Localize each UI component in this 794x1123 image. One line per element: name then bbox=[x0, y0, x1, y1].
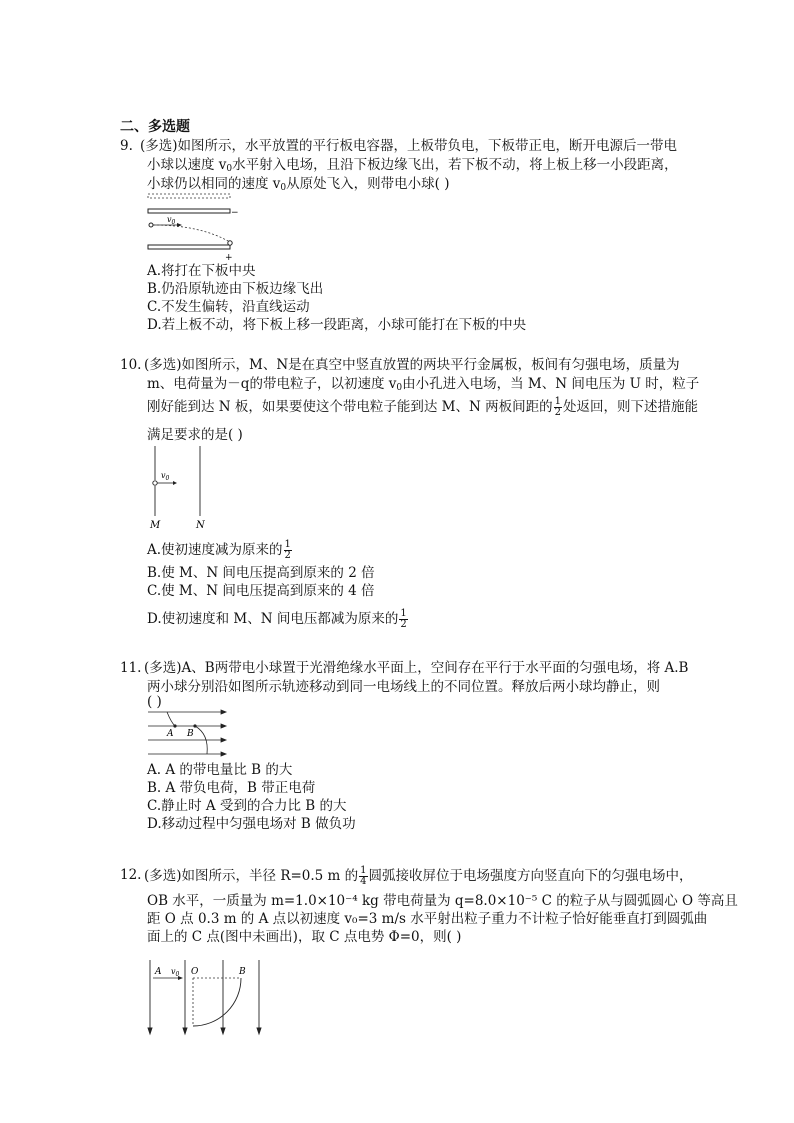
label-a: A bbox=[155, 967, 162, 977]
option-d[interactable]: D.移动过程中匀强电场对 B 做负功 bbox=[147, 816, 356, 832]
label-o: O bbox=[191, 967, 199, 977]
option-d[interactable]: D.使初速度和 M、N 间电压都减为原来的 $\frac{1}{2}$ bbox=[147, 608, 407, 630]
question-number: 10. bbox=[120, 357, 142, 373]
lower-plate bbox=[148, 245, 230, 249]
entry-hole bbox=[153, 481, 157, 485]
question-text-line: (多选)A、B两带电小球置于光滑绝缘水平面上，空间存在平行于水平面的匀强电场，将 A.B bbox=[144, 660, 689, 676]
option-c[interactable]: C.不发生偏转，沿直线运动 bbox=[147, 299, 310, 315]
question-text-line: 刚好能到达 N 板，如果要使这个带电粒子能到达 M、N 两板间距的 $\frac{1}{2}$ 处返回，则下述措施能 bbox=[147, 396, 698, 418]
question-text-line: 满足要求的是( ) bbox=[147, 427, 243, 443]
option-a[interactable]: A.使初速度减为原来的 $\frac{1}{2}$ bbox=[147, 539, 291, 561]
arrow-head bbox=[183, 1028, 187, 1034]
question-text-line: OB 水平，一质量为 m=1.0×10⁻⁴ kg 带电荷量为 q=8.0×10⁻⁵ C 的粒子从与圆弧圆心 O 等高且 bbox=[147, 893, 738, 909]
question-number: 9. bbox=[120, 138, 133, 154]
upper-plate bbox=[148, 209, 230, 213]
fraction-half: $\frac{1}{2}$ bbox=[554, 396, 561, 418]
fraction-half: $\frac{1}{2}$ bbox=[284, 539, 291, 561]
option-c[interactable]: C.静止时 A 受到的合力比 B 的大 bbox=[147, 798, 347, 814]
arrow-head bbox=[173, 481, 177, 485]
question-text-line: 面上的 C 点(图中未画出)，取 C 点电势 Φ=0，则( ) bbox=[147, 929, 462, 945]
option-b[interactable]: B.使 M、N 间电压提高到原来的 2 倍 bbox=[147, 565, 375, 581]
option-c[interactable]: C.使 M、N 间电压提高到原来的 4 倍 bbox=[147, 583, 375, 599]
question-number: 12. bbox=[120, 867, 142, 883]
question-text-line: (多选)如图所示，M、N是在真空中竖直放置的两块平行金属板，板间有匀强电场，质量为 bbox=[144, 357, 680, 373]
upper-plate-sign: − bbox=[231, 208, 239, 218]
label-b: B bbox=[187, 729, 194, 739]
exit-point bbox=[228, 241, 232, 245]
charged-ball bbox=[149, 223, 153, 227]
fraction-quarter: $\frac{1}{4}$ bbox=[360, 865, 367, 887]
arc-screen-figure bbox=[145, 958, 270, 1038]
option-a[interactable]: A. A 的带电量比 B 的大 bbox=[147, 762, 293, 778]
velocity-label: $v_0$ bbox=[161, 471, 170, 482]
question-text-line: m、电荷量为－q的带电粒子，以初速度 $v_0$由小孔进入电场，当 M、N 间电压为 U 时，粒子 bbox=[147, 376, 700, 393]
arrow-head bbox=[257, 1028, 261, 1034]
label-a: A bbox=[167, 729, 174, 739]
arrow-head bbox=[148, 1028, 152, 1034]
label-m: M bbox=[150, 520, 161, 531]
question-text-line: (多选)如图所示，水平放置的平行板电容器，上板带负电，下板带正电，断开电源后一带电 bbox=[140, 138, 678, 154]
option-b[interactable]: B. A 带负电荷，B 带正电荷 bbox=[147, 780, 316, 796]
question-text-line: (多选)如图所示，半径 R=0.5 m 的 $\frac{1}{4}$ 圆弧接收屏位于电场强度方向竖直向下的匀强电场中， bbox=[144, 865, 693, 887]
option-b[interactable]: B.仍沿原轨迹由下板边缘飞出 bbox=[147, 281, 324, 297]
ball-a bbox=[173, 724, 176, 727]
question-text-line: 小球以速度 $v_0$水平射入电场，且沿下板边缘飞出，若下板不动，将上板上移一小段距离， bbox=[147, 157, 678, 174]
question-text-line: 距 O 点 0.3 m 的 A 点以初速度 v₀=3 m/s 水平射出粒子重力不计粒子恰好能垂直打到圆弧曲 bbox=[147, 911, 708, 927]
lower-plate-sign: + bbox=[225, 253, 233, 263]
section-title: 二、多选题 bbox=[120, 119, 190, 135]
arrow-head bbox=[221, 752, 226, 756]
velocity-label: $v_0$ bbox=[167, 215, 176, 226]
arrow-head bbox=[221, 710, 226, 714]
question-number: 11. bbox=[120, 660, 142, 676]
option-d[interactable]: D.若上板不动，将下板上移一段距离，小球可能打在下板的中央 bbox=[147, 317, 527, 333]
arrow-head bbox=[221, 724, 226, 728]
dashed-plate bbox=[148, 194, 230, 198]
velocity-label: $v_0$ bbox=[171, 967, 180, 978]
ball-b bbox=[193, 724, 196, 727]
arrow-head bbox=[221, 1028, 225, 1034]
fraction-half: $\frac{1}{2}$ bbox=[400, 608, 407, 630]
label-n: N bbox=[196, 520, 205, 531]
capacitor-figure bbox=[145, 192, 250, 264]
field-lines-figure bbox=[145, 708, 230, 762]
trajectory bbox=[153, 225, 230, 242]
quarter-arc-screen bbox=[193, 978, 241, 1026]
question-text-line: 小球仍以相同的速度 $v_0$从原处飞入，则带电小球( ) bbox=[147, 176, 450, 193]
option-a[interactable]: A.将打在下板中央 bbox=[147, 263, 256, 279]
label-b: B bbox=[239, 967, 246, 977]
arrow-head bbox=[221, 738, 226, 742]
parallel-plates-figure bbox=[145, 444, 220, 532]
question-text-line: ( ) bbox=[147, 694, 162, 710]
question-text-line: 两小球分别沿如图所示轨迹移动到同一电场线上的不同位置。释放后两小球均静止，则 bbox=[147, 679, 660, 695]
trajectory-a bbox=[167, 712, 175, 726]
